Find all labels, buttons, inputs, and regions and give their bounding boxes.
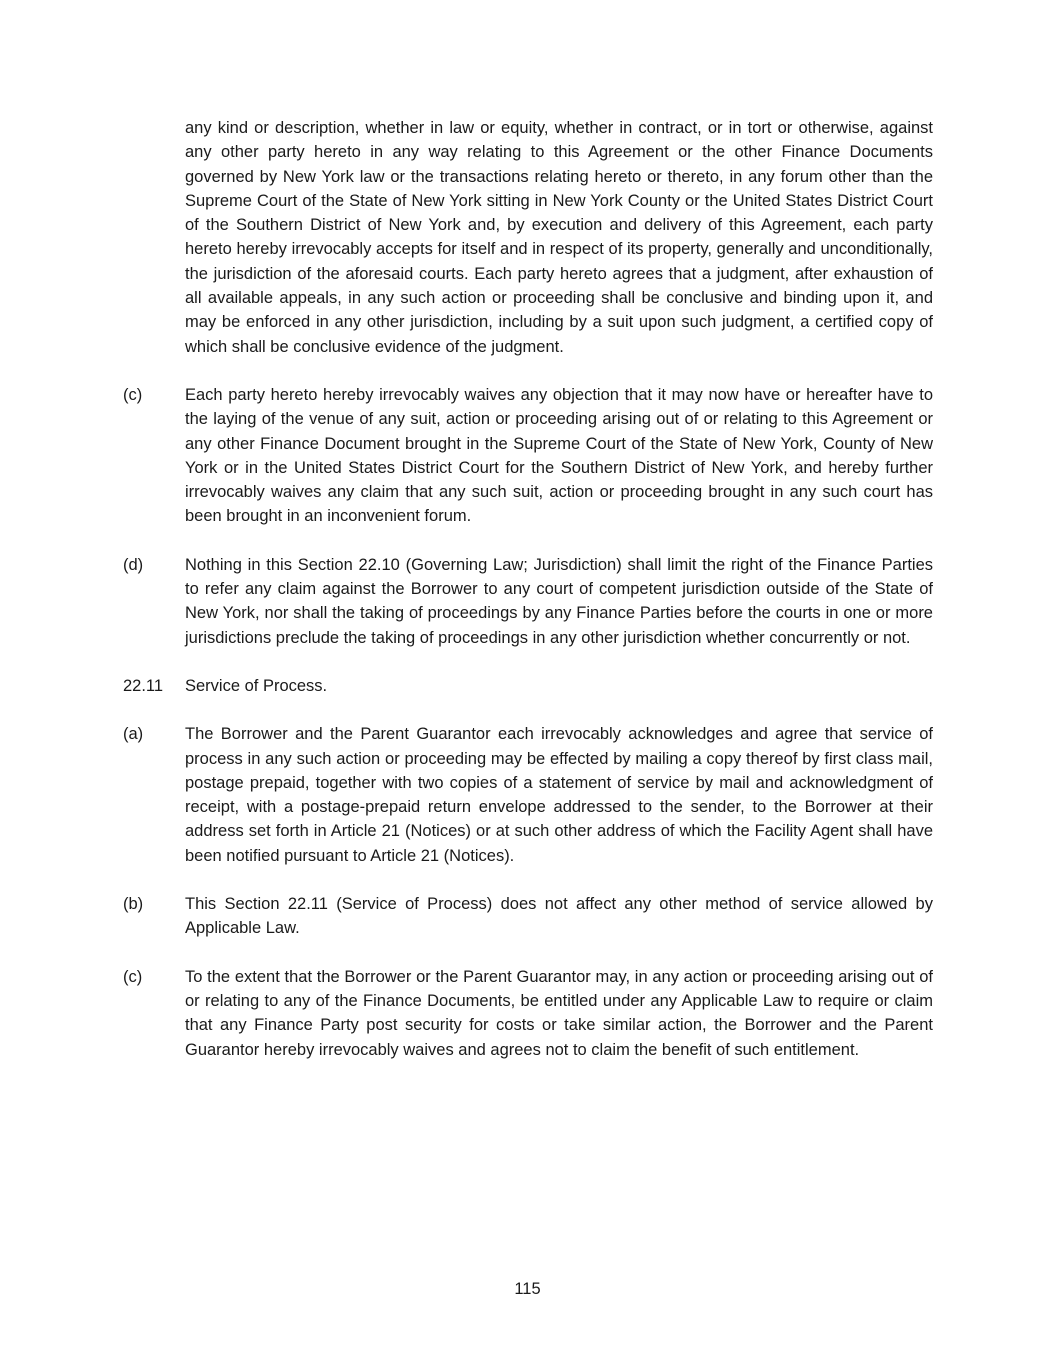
paragraph-label: (b): [123, 895, 144, 914]
section-number: 22.11: [123, 676, 164, 695]
paragraph-label: (d): [123, 555, 144, 574]
paragraph-text: Each party hereto hereby irrevocably waives any objection that it may now have or hereafter have to the laying of the venue of any suit, action or proceeding arising out of or relating to this Agreement or any other Finance Document brought in the Supreme Court of the State of New York, County of New York or in the United States District Court for the Southern District of New York, and hereby further irrevocably waives any claim that any such suit, action or proceeding brought in any such court has been brought in an inconvenient forum.: [185, 385, 933, 526]
paragraph-label: (c): [123, 385, 143, 404]
paragraph-text: To the extent that the Borrower or the Parent Guarantor may, in any action or proceeding arising out of or relating to any of the Finance Documents, be entitled under any Applicable Law to require or claim that any Finance Party post security for costs or take similar action, the Borrower and the Parent Guarantor hereby irrevocably waives and agrees not to claim the benefit of such entitlement.: [185, 967, 933, 1059]
paragraph-text: any kind or description, whether in law or equity, whether in contract, or in tort or otherwise, against any other party hereto in any way relating to this Agreement or the other Finance Documents governed by New York law or the transactions relating hereto or thereto, in any forum other than the Supreme Court of the State of New York sitting in New York County or the United States District Court of the Southern District of New York and, by execution and delivery of this Agreement, each party hereto hereby irrevocably accepts for itself and in respect of its property, generally and unconditionally, the jurisdiction of the aforesaid courts. Each party hereto agrees that a judgment, after exhaustion of all available appeals, in any such action or proceeding shall be conclusive and binding upon it, and may be enforced in any other jurisdiction, including by a suit upon such judgment, a certified copy of which shall be conclusive evidence of the judgment.: [185, 119, 933, 356]
document-body: [123, 116, 933, 1086]
paragraph-continuation: [123, 116, 933, 359]
paragraph-a: [123, 722, 933, 868]
section-heading-22-11: [123, 674, 933, 698]
section-title: Service of Process.: [185, 676, 328, 695]
page-number: 115: [514, 1280, 541, 1298]
paragraph-label: (c): [123, 967, 143, 986]
paragraph-text: This Section 22.11 (Service of Process) does not affect any other method of service allowed by Applicable Law.: [185, 895, 933, 938]
paragraph-c2: [123, 965, 933, 1062]
paragraph-b: [123, 892, 933, 941]
paragraph-c: [123, 383, 933, 529]
paragraph-text: The Borrower and the Parent Guarantor each irrevocably acknowledges and agree that service of process in any such action or proceeding may be effected by mailing a copy thereof by first class mail, postage prepaid, together with two copies of a statement of service by mail and acknowledgment of receipt, with a postage-prepaid return envelope addressed to the sender, to the Borrower at their address set forth in Article 21 (Notices) or at such other address of which the Facility Agent shall have been notified pursuant to Article 21 (Notices).: [185, 725, 933, 865]
paragraph-text: Nothing in this Section 22.10 (Governing Law; Jurisdiction) shall limit the right of the Finance Parties to refer any claim against the Borrower to any court of competent jurisdiction outside of the State of New York, nor shall the taking of proceedings by any Finance Parties before the courts in one or more jurisdictions preclude the taking of proceedings in any other jurisdiction whether concurrently or not.: [185, 555, 933, 647]
paragraph-d: [123, 553, 933, 650]
paragraph-label: (a): [123, 725, 144, 744]
